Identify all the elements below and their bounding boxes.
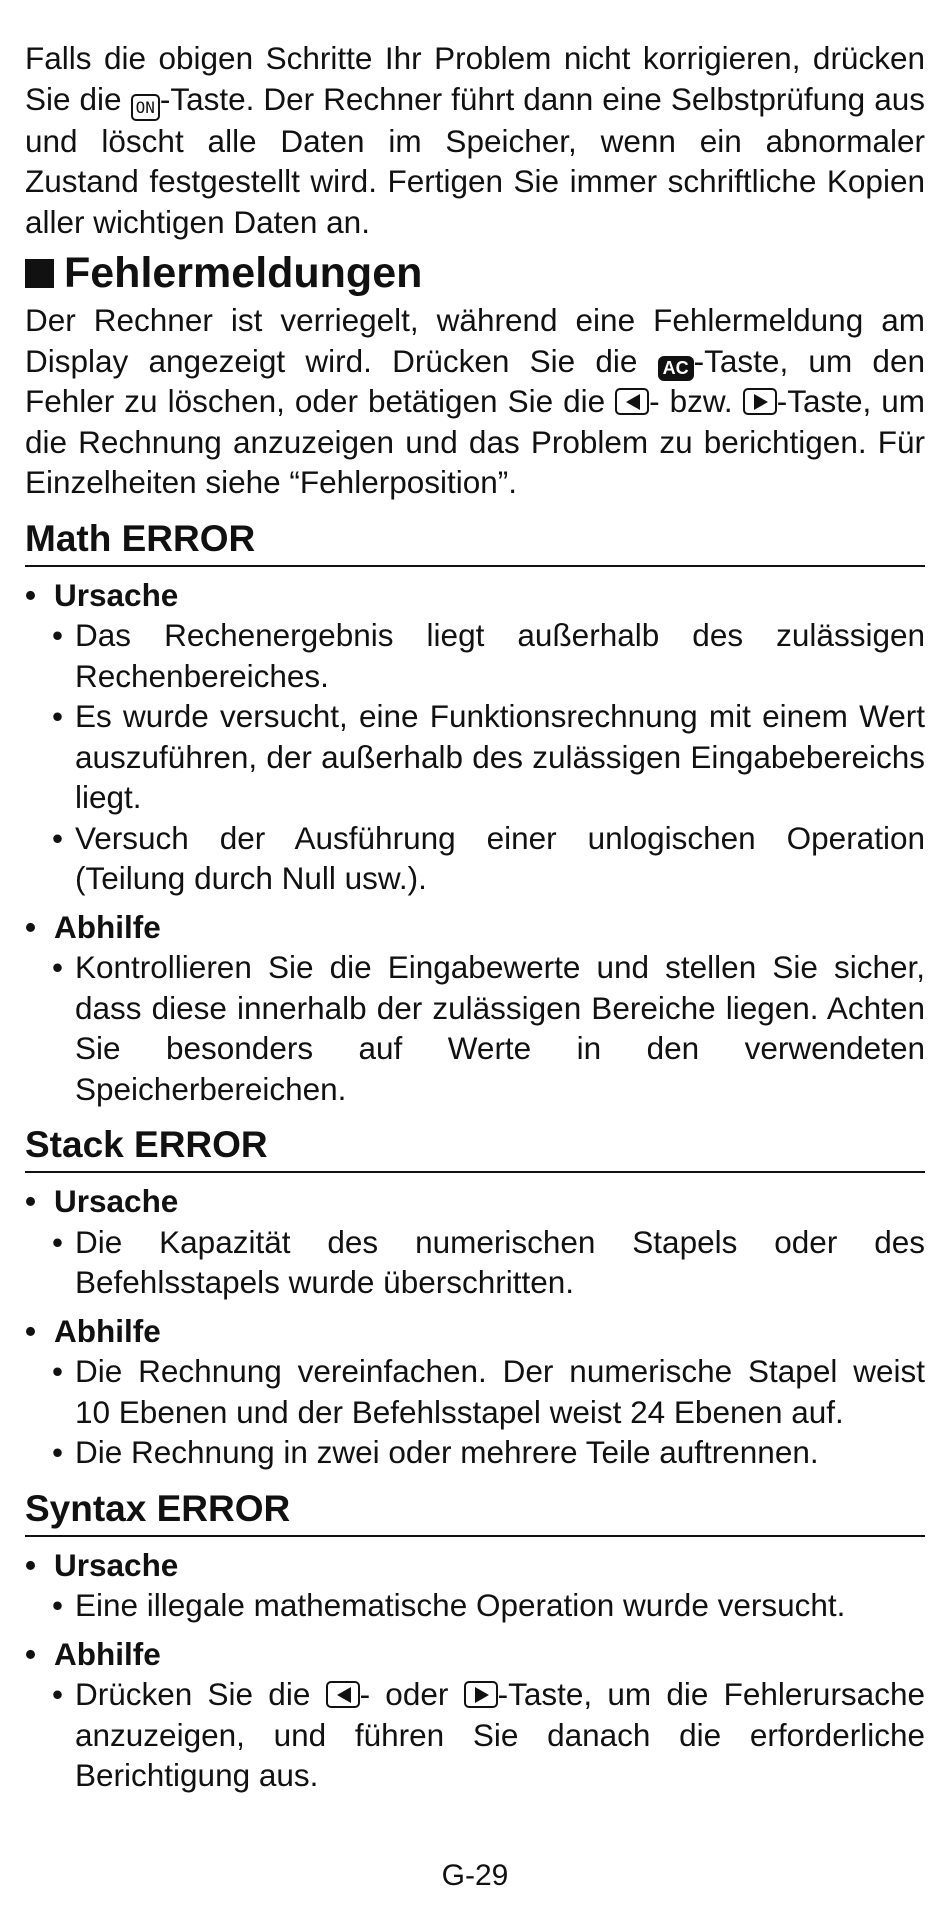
section-intro-paragraph: [25, 300, 925, 503]
math-error-remedy-label: • Abhilfe: [25, 907, 925, 948]
section-title: Fehlermeldungen: [64, 249, 423, 297]
black-square-icon: [25, 259, 54, 288]
stack-error-heading: Stack ERROR: [25, 1123, 925, 1173]
manual-page: [25, 38, 925, 1796]
syntax-error-cause-label: • Ursache: [25, 1545, 925, 1586]
syntax-remedy-text-1: Drücken Sie die: [75, 1676, 326, 1712]
math-error-cause-item: • Versuch der Ausführung einer unlogischen Operation (Teilung durch Null usw.).: [25, 818, 925, 899]
left-arrow-key-icon: [326, 1681, 360, 1708]
right-arrow-key-icon: [464, 1681, 498, 1708]
stack-error-cause-item: • Die Kapazität des numerischen Stapels oder des Befehlsstapels wurde überschritten.: [25, 1222, 925, 1303]
stack-error-remedy-label: • Abhilfe: [25, 1311, 925, 1352]
on-key-icon: ON: [131, 94, 160, 121]
syntax-error-remedy-item: [25, 1674, 925, 1796]
left-arrow-key-icon: [615, 388, 649, 415]
syntax-error-remedy-label: • Abhilfe: [25, 1634, 925, 1675]
section-text-2: -Taste, um den Fehler zu löschen, oder betätigen Sie die: [25, 342, 925, 419]
intro-text-2: -Taste. Der Rechner führt dann eine Selbstprüfung aus und löscht alle Daten im Speicher, wenn ein abnormaler Zustand festgestellt wird. Fertigen Sie immer schriftliche Kopien aller wichtigen Daten an.: [25, 80, 925, 240]
syntax-error-cause-item: • Eine illegale mathematische Operation wurde versucht.: [25, 1585, 925, 1626]
math-error-heading: Math ERROR: [25, 517, 925, 567]
section-text-1: Der Rechner ist verriegelt, während eine Fehlermeldung am Display angezeigt wird. Drücken Sie die: [25, 302, 925, 379]
syntax-remedy-text-3: -Taste, um die Fehlerursache anzuzeigen, und führen Sie danach die erforderliche Berichtigung aus.: [75, 1676, 925, 1793]
intro-paragraph: [25, 38, 925, 242]
section-heading: [25, 248, 925, 298]
section-text-4: -Taste, um die Rechnung anzuzeigen und das Problem zu berichtigen. Für Einzelheiten siehe “Fehlerposition”.: [25, 383, 925, 500]
syntax-remedy-text-2: - oder: [359, 1676, 464, 1712]
stack-error-remedy-item: • Die Rechnung in zwei oder mehrere Teile auftrennen.: [25, 1432, 925, 1473]
math-error-cause-item: • Es wurde versucht, eine Funktionsrechnung mit einem Wert auszuführen, der außerhalb des zulässigen Eingabebereichs liegt.: [25, 696, 925, 818]
intro-text-1: Falls die obigen Schritte Ihr Problem nicht korrigieren, drücken Sie die: [25, 40, 925, 117]
stack-error-cause-label: • Ursache: [25, 1181, 925, 1222]
syntax-error-heading: Syntax ERROR: [25, 1487, 925, 1537]
right-arrow-key-icon: [743, 388, 777, 415]
section-text-3: - bzw.: [649, 383, 743, 419]
math-error-cause-item: • Das Rechenergebnis liegt außerhalb des zulässigen Rechenbereiches.: [25, 615, 925, 696]
stack-error-remedy-item: • Die Rechnung vereinfachen. Der numerische Stapel weist 10 Ebenen und der Befehlsstapel weist 24 Ebenen auf.: [25, 1351, 925, 1432]
math-error-cause-label: • Ursache: [25, 575, 925, 616]
math-error-remedy-item: • Kontrollieren Sie die Eingabewerte und stellen Sie sicher, dass diese innerhalb der zulässigen Bereiche liegen. Achten Sie besonders auf Werte in den verwendeten Speicherbereichen.: [25, 947, 925, 1109]
page-number: G-29: [441, 1859, 509, 1892]
ac-key-icon: AC: [658, 356, 694, 381]
